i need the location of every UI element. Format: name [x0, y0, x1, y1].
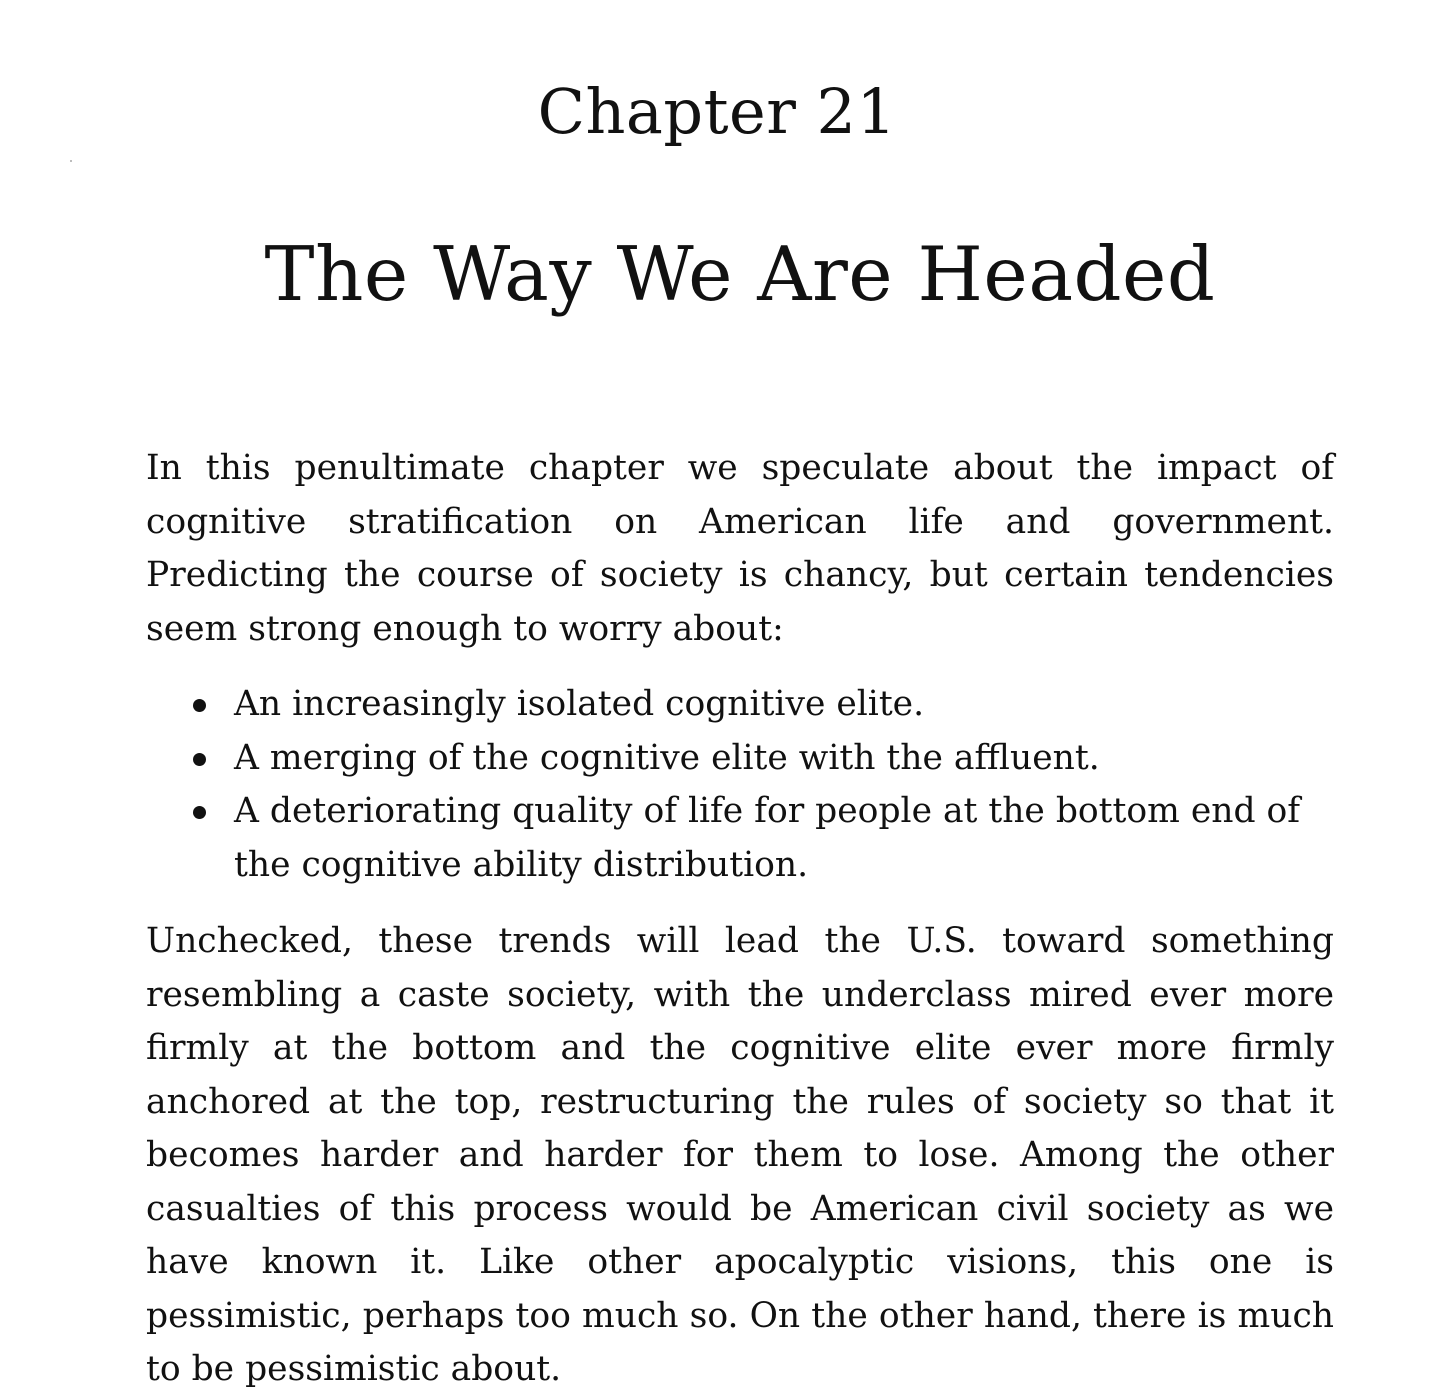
bullet-text: An increasingly isolated cognitive elite. — [234, 684, 925, 724]
bullet-list — [146, 678, 1334, 892]
chapter-title: The Way We Are Headed — [264, 230, 1216, 318]
bullet-item — [146, 678, 1334, 732]
bullet-icon — [193, 753, 206, 766]
bullet-text: A deteriorating quality of life for people at the bottom end of the cognitive ability distribution. — [234, 791, 1301, 885]
intro-paragraph: In this penultimate chapter we speculate about the impact of cognitive stratification on American life and government. Predicting the course of society is chancy, but certain tendencies seem strong enough to worry about: — [146, 448, 1334, 649]
conclusion-paragraph: Unchecked, these trends will lead the U.S. toward something resembling a caste society, with the underclass mired ever more firmly at the bottom and the cognitive elite ever more firmly anchored at the top, restructuring the rules of society so that it becomes harder and harder for them to lose. Among the other casualties of this process would be American civil society as we have known it. Like other apocalyptic visions, this one is pessimistic, perhaps too much so. On the other hand, there is much to be pessimistic about. — [146, 921, 1334, 1389]
bullet-icon — [193, 699, 206, 712]
bullet-item — [146, 785, 1334, 892]
bullet-item — [146, 732, 1334, 786]
bullet-icon — [193, 806, 206, 819]
scan-speck — [70, 160, 72, 162]
chapter-number: Chapter 21 — [537, 75, 897, 148]
bullet-text: A merging of the cognitive elite with the affluent. — [234, 737, 1100, 778]
